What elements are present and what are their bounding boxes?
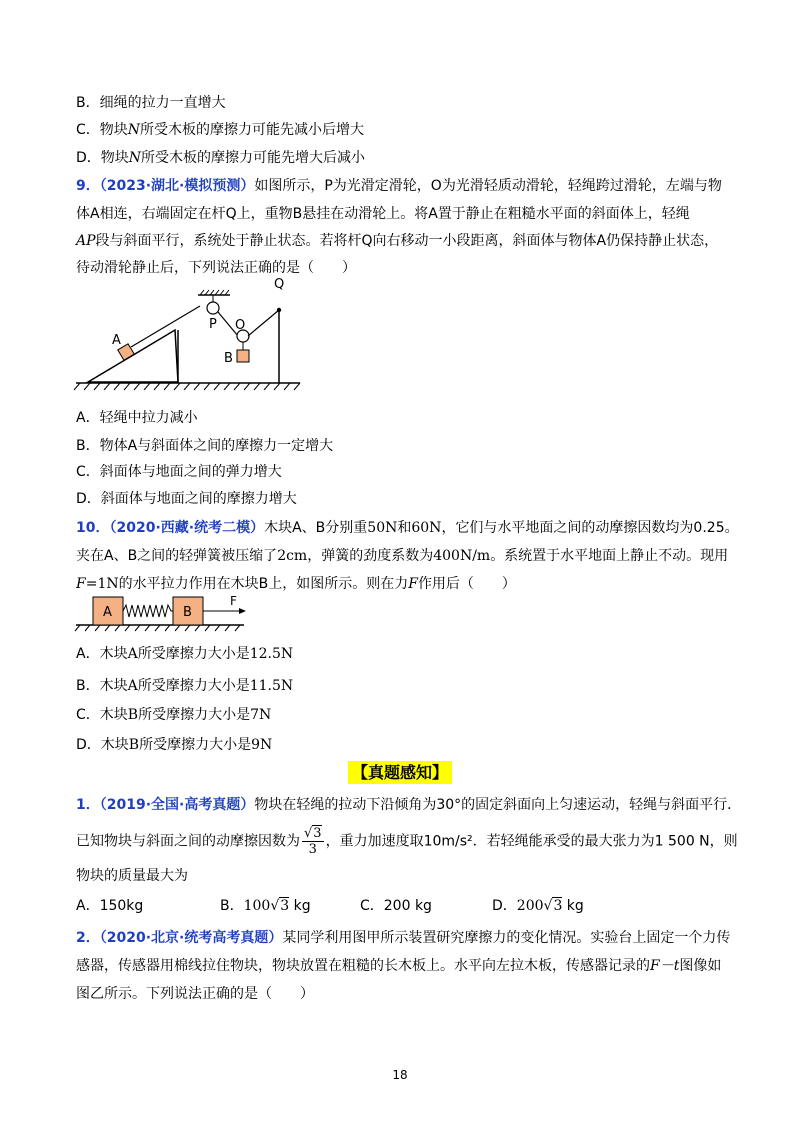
math-value: 60N [411,520,442,536]
spring [123,605,173,617]
text: kg [562,898,584,914]
math-var: N [128,150,142,166]
radicand: 3 [280,898,290,914]
text: 物块在轻绳的拉动下沿倾角为30°的固定斜面向上匀速运动，轻绳与斜面平行． [254,797,742,813]
math-var: B [128,737,140,753]
text: kg [289,898,311,914]
label-f: F [230,594,237,608]
q10-option-a [76,644,293,664]
prev-option-c [76,120,364,140]
z1-option-c: C．200 kg [360,898,432,914]
label-a: A [103,605,112,620]
q9-option-a: A．轻绳中拉力减小 [76,410,198,426]
text: D．木块 [76,737,129,753]
question-source: （2020·北京·统考高考真题） [99,930,283,946]
question-source: （2019·全国·高考真题） [99,797,255,813]
text: 所受摩擦力大小是 [138,707,251,723]
text: 。系统置于水平地面上静止不动。现用 [490,548,729,564]
text: B．木块 [76,678,128,694]
radicand: 3 [553,898,563,914]
q9-option-d: D．斜面体与地面之间的摩擦力增大 [76,491,297,507]
label-p: P [209,317,217,332]
text: D． [492,898,517,914]
text: 已知物块与斜面之间的动摩擦因数为 [76,833,300,850]
text: 段与斜面平行，系统处于静止状态。若将杆Q向右移动一小段距离，斜面体与物体A仍保持静止状态， [95,233,719,249]
q10-figure [0,590,260,640]
text: B． [220,898,244,914]
label-q: Q [274,277,285,292]
rod-q-top [277,308,281,312]
q10-option-d [76,735,272,755]
z2-line3: 图乙所示。下列说法正确的是（ ） [76,986,314,1002]
z1-option-b [220,896,311,916]
rope-oq [248,310,279,336]
math-var: F－t [650,958,680,974]
math-value: 7N [250,707,272,723]
question-source: （2023·湖北·模拟预测） [99,178,255,194]
text: 和 [397,520,412,536]
math-value: 2cm [277,548,308,564]
text: C．木块 [76,707,128,723]
z2-line1 [76,928,730,948]
z2-line2 [76,956,721,976]
ground-hatch [75,625,240,631]
text: 所受木板的摩擦力可能先减小后增大 [140,122,365,138]
text: 的水平拉力作用在木块B上，如图所示。则在力 [118,576,409,592]
text: D．物块 [76,150,129,166]
text: 图像如 [679,958,722,974]
math-value: 400N/m [433,548,491,564]
label-b: B [183,605,192,620]
z1-line2 [76,826,738,857]
q10-line1 [76,518,739,538]
q9-line3 [76,231,718,251]
q10-option-b [76,676,293,696]
math-var: A [127,646,138,662]
math-value: 200 [516,898,544,914]
incline-block [88,330,178,382]
fraction [302,826,324,857]
math-var: B [127,707,139,723]
section-title-text: 【真题感知】 [348,761,452,784]
q9-figure [0,270,330,400]
text: 所受木板的摩擦力可能先增大后减小 [141,150,366,166]
pulley-p [207,302,219,314]
math-value: =1N [85,576,119,592]
q10-option-c [76,705,271,725]
math-value: 11.5N [249,678,294,694]
question-number: 1． [76,797,100,813]
text: 所受摩擦力大小是 [139,737,252,753]
z1-line1 [76,795,741,815]
fraction-numerator: √3 [304,826,322,841]
prev-option-d [76,148,365,168]
radicand: 3 [313,826,322,841]
z1-line3: 物块的质量最大为 [76,868,188,884]
math-value: 100 [243,898,271,914]
text: ，它们与水平地面之间的动摩擦因数均为0.25。 [441,520,739,536]
fraction-denominator: 3 [308,842,317,857]
question-number: 2． [76,930,100,946]
text: A．木块 [76,646,128,662]
q9-line1 [76,176,722,196]
label-o: O [235,318,246,333]
math-value: 12.5N [249,646,294,662]
text: 木块A、B分别重 [264,520,368,536]
text: 夹在A、B之间的轻弹簧被压缩了 [76,548,278,564]
ground-hatch [74,383,300,390]
text: 如图所示，P为光滑定滑轮，O为光滑轻质动滑轮，轻绳跨过滑轮，左端与物 [254,178,722,194]
label-b: B [224,351,233,366]
question-source: （2020·西藏·统考二模） [109,520,265,536]
radical: √3 [270,898,290,914]
math-var: F [76,576,86,592]
section-title [0,760,800,783]
force-arrow-head [239,608,246,614]
z1-option-a: A．150kg [76,898,144,914]
text: 感器，传感器用棉线拉住物块，物块放置在粗糙的长木板上。水平向左拉木板，传感器记录的 [76,958,650,974]
text: 某同学利用图甲所示装置研究摩擦力的变化情况。实验台上固定一个力传 [282,930,731,946]
q10-line2 [76,546,728,566]
q9-option-c: C．斜面体与地面之间的弹力增大 [76,464,282,480]
math-value: 9N [251,737,273,753]
math-var: A [127,678,138,694]
text: ，重力加速度取10m/s²．若轻绳能承受的最大张力为1 500 N，则 [325,833,738,850]
text: C．物块 [76,122,128,138]
page-number: 18 [392,1068,408,1082]
text: 所受摩擦力大小是 [137,646,250,662]
radical: √3 [543,898,563,914]
text: 作用后（ ） [417,576,516,592]
math-var: N [127,122,141,138]
block-b [237,350,249,362]
text: 所受摩擦力大小是 [137,678,250,694]
q9-option-b: B．物体A与斜面体之间的摩擦力一定增大 [76,438,334,454]
question-number: 9． [76,178,100,194]
math-value: 50N [367,520,398,536]
question-number: 10． [76,520,110,536]
z1-option-d [492,896,584,916]
prev-option-b: B．细绳的拉力一直增大 [76,95,226,111]
q9-line2: 体A相连，右端固定在杆Q上，重物B悬挂在动滑轮上。将A置于静止在粗糙水平面的斜面体上，轻绳 [76,206,690,222]
q9-line4: 待动滑轮静止后，下列说法正确的是（ ） [76,260,356,276]
label-a: A [112,333,121,348]
text: ，弹簧的劲度系数为 [307,548,434,564]
math-var: F [408,576,418,592]
math-var: AP [76,233,96,249]
